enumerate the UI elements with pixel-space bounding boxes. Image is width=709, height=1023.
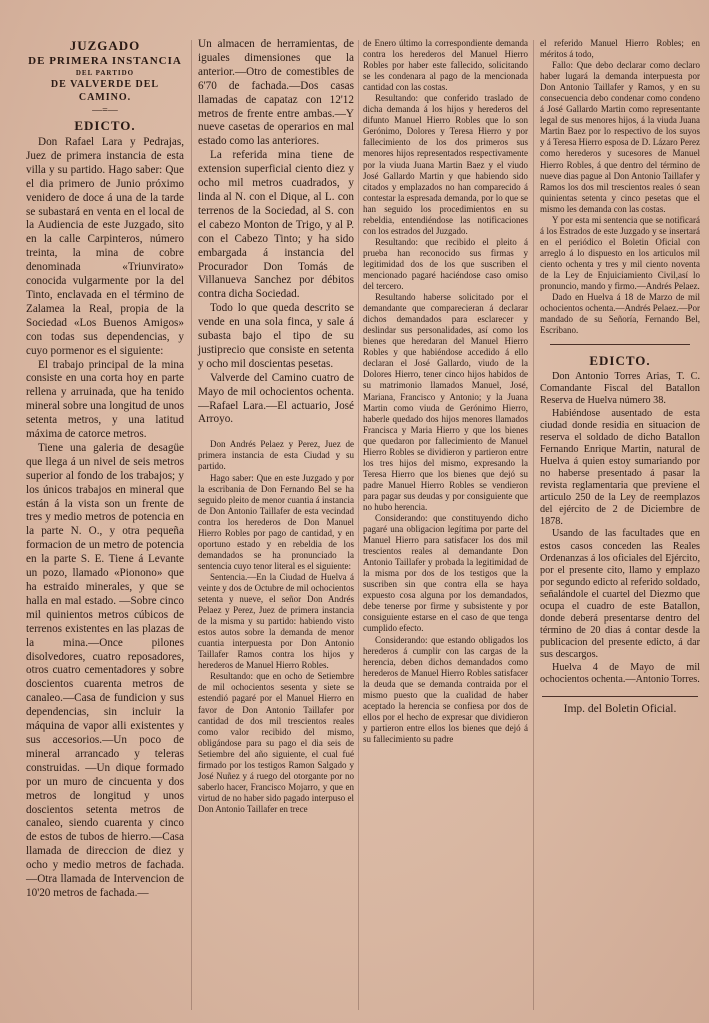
edict-paragraph: Todo lo que queda descrito se vende en una sola finca, y sale á subasta bajo el tipo de su justiprecio que consiste en setenta y ocho mil doscientas pesetas. [198,302,354,370]
column-divider [191,40,192,1010]
edict-paragraph: Un almacen de herramientas, de iguales dimensiones que la anterior.—Otro de comestibles de 6'70 de fachada.—Dos casas llamadas de capataz con 12'12 metros de frente entre ambas.—Y nueve casetas de operarios en mal estado como las anteriores. [198,38,354,148]
sentence-paragraph: Resultando: que conferido traslado de dicha demanda á los hijos y herederos del difunto Manuel Hierro Robles que lo son Gerónimo, Dolores y Teresa Hierro y por fallecimiento de los dos primeros sus menores hijos representados respectivamente por la viuda Juana Martin Baez y el viudo José Gallardo Martin y que habiendo sido citados y emplazados no han comparecido á contestar la espresada demanda, por lo que se han seguido los procedimientos en su rebeldia, entendiéndose las notificaciones con los estrados del Juzgado. [363,93,528,236]
sentence-paragraph: Sentencia.—En la Ciudad de Huelva á veinte y dos de Octubre de mil ochocientos setenta y nueve, el señor Don Andrés Pelaez y Perez, Juez de primera instancia de la misma y su partido: habiendo visto estos autos sobre la demanda de menor cuantia interpuesta por Don Antonio Taillafer Ramos contra los hijos y herederos de Manuel Hierro Robles. [198,571,354,671]
ornament-divider: —=— [92,105,118,116]
edict-signature: Valverde del Camino cuatro de Mayo de mil ochocientos ochenta.—Rafael Lara.—El actuario, José Arroyo. [198,371,354,426]
edict-paragraph: Usando de las facultades que en estos casos conceden las Reales Ordenanzas á los oficiales del Ejército, por el presente cito, llamo y emplazo por segundo edicto al referido soldado, señalándole el cuartel del Diezmo que ocupa el cuadro de este Batallon, donde deberá presentarse dentro del término de 20 dias á contar desde la publicacion del presente edicto, á dar sus descargos. [540,528,700,661]
sentence-paragraph: Fallo: Que debo declarar como declaro haber lugará la demanda interpuesta por Don Antonio Taillafer y Ramos, y en su consecuencia debo condenar como condeno á José Gallardo Martin como representante legal de sus menores hijos, á la viuda Juana Martin Baez por lo respectivo de los suyos y á Teresa Hierro esposa de D. Lázaro Perez como herederos y sucesores de Manuel Hierro Robles, á que dentro del término de nueve dias pague al Don Antonio Taillafer y Ramos los dos mil trescientos reales ó sean quinientas setenta y cinco pesetas que el mismo les demanda con las costas. [540,60,700,214]
column-3 [363,38,528,745]
column-divider [533,40,534,1010]
edict-paragraph: Don Rafael Lara y Pedrajas, Juez de primera instancia de esta villa y su partido. Hago saber: Que el dia primero de Junio próximo venidero de doce á una de la tarde se subastará en venta en el local de la Audiencia de este Juzgado, sito en la calle Carpinteros, número treinta, la mina de cobre denominada «Triunvirato» conocida vulgarmente por la del Tinto, enclavada en el término de Zalamea la Real, propia de la Sociedad «Los Buenos Amigos» con todas sus dependencias, y cuyo pormenor es el siguiente: [26,136,184,357]
column-4 [540,38,700,715]
edict-paragraph: La referida mina tiene de extension superficial ciento diez y ocho mil metros cuadrados, y linda al N. con el Dique, al L. con terrenos de la Sociedad, al S. con el cabezo Monton de Trigo, y al P. con el Cabezo Tinto; y ha sido embargada á instancia del Procurador Don Tomás de Villanueva Sanchez por débitos contra dicha Sociedad. [198,149,354,301]
sentence-paragraph: Hago saber: Que en este Juzgado y por la escribania de Don Fernando Bel se ha seguido pleito de menor cuantia á instancia de Don Antonio Taillafer de esta vecindad contra los herederos de Don Manuel Hierro Robles por pago de cantidad, y en oportuno estado y en rebeldia de los demandados se ha pronunciado la sentencia cuyo tenor literal es el siguiente: [198,472,354,571]
court-partido: DEL PARTIDO [75,69,135,77]
sentence-paragraph: Considerando: que estando obligados los herederos á cumplir con las cargas de la herencia, deben dichos demandados como herederos de Manuel Hierro Robles satisfacer la deuda que se demanda contraida por el mismo puesto que la cualidad de haber aceptado la herencia se confiesa por dos de ellos por el hecho de expresar que dividieron y partieron entre ellos los bienes que dejó á su fallecimiento su padre [363,634,528,744]
edict-paragraph: Habiéndose ausentado de esta ciudad donde residia en situacion de reserva el soldado de dicho Batallon Fernando Enrique Martin, natural de Huelva á quien estoy sumariando por no haberse presentado á pasar la revista reglamentaria que previene el articulo 250 de la Ley de reemplazos del ejército de 2 de Diciembre de 1878. [540,407,700,528]
court-town: DE VALVERDE DEL CAMINO. [50,79,160,103]
sentence-paragraph: Considerando: que constituyendo dicho pagaré una obligacion legítima por parte del Manuel Hierro para satisfacer los dos mil trescientos reales al demandante Don Antonio Taillafer y probada la legitimidad de la misma por dos de los testigos que la suscriben sin que contra ella se haya expuesto cosa alguna por los demandados, debe tenerse por firme y subsistente y por consiguiente estarse en el caso de que tenga cumplido efecto. [363,513,528,634]
edict-heading: EDICTO. [74,118,136,133]
sentence-paragraph: el referido Manuel Hierro Robles; en méritos á todo, [540,38,700,60]
footer-rule [542,696,698,697]
sentence-paragraph: Y por esta mi sentencia que se notificará á los Estrados de este Juzgado y se insertará en el periódico el Boletin Oficial con arreglo á lo dispuesto en los articulos mil ciento ochenta y tres y mil ciento noventa de la Ley de Enjuiciamiento Civil,así lo pronuncio, mando y firmo.—Andrés Pelaez. [540,214,700,292]
edict-paragraph: Don Antonio Torres Arias, T. C. Comandante Fiscal del Batallon Reserva de Huelva número 38. [540,371,700,407]
edict-paragraph: El trabajo principal de la mina consiste en una corta hoy en parte rellena y arruinada, que ha tenido mineral sobre una longitud de unos setenta metros, y una latitud máxima de catorce metros. [26,358,184,441]
sentence-paragraph: Resultando: que en ocho de Setiembre de mil ochocientos sesenta y siete se estendió pagaré por el Manuel Hierro en favor de Don Antonio Taillafer por cantidad de dos mil trescientos reales como valor recibido del mismo, obligándose para su pago el dia seis de Setiembre del año siguiente, el cual fué firmado por los testigos Ramon Salgado y José Nuñez y á ruego del otorgante por no saberlo hacer, Francisco Mojarro, y que en virtud de no haber sido pagado interpuso el Don Antonio Taillafer en trece [198,671,354,814]
sentence-paragraph: Don Andrés Pelaez y Perez, Juez de primera instancia de esta Ciudad y su partido. [198,439,354,472]
column-2 [198,38,354,815]
court-title: JUZGADO [69,38,141,53]
sentence-paragraph: de Enero último la correspondiente demanda contra los herederos del Manuel Hierro Robles por haber este fallecido, solicitando se les condenara al pago de la mencionada cantidad con las costas. [363,38,528,93]
section-rule [550,344,690,345]
edict-heading-2: EDICTO. [589,353,651,369]
edict-signature: Huelva 4 de Mayo de mil ochocientos ochenta.—Antonio Torres. [540,661,700,685]
column-1 [26,38,184,901]
printer-imprint: Imp. del Boletin Oficial. [563,702,677,715]
edict-paragraph: Tiene una galeria de desagüe que llega á un nivel de seis metros superior al fondo de los trabajos; y los únicos trabajos en mineral que están á la vista son un frente de tres y medio metros de potencia en la parte N. O., y otra pequeña formacion de un metro de potencia en la parte S. E. Tiene á Levante un pozo, llamado «Pionono» que ha estraido minerales, y que se halla en mal estado. —Sobre cinco mil quinientos metros cúbicos de terrenos existentes en las plazas de la mina.—Once pilones disolvedores, cuatro reposadores, otros cuatro cementadores y sobre doscientos cuarenta metros de canaleo.—Casa de fundicion y sus dependencias, sin incluir la máquina de vapor alli existentes y sus accesorios.—Un poco de mineral arrancado y teleras construidas. —Un dique formado por un muro de cincuenta y dos metros de longitud y unos doscientos setenta metros de canaleo, siendo cuarenta y cinco de estos de tubos de hierro.—Casa llamada de direccion de diez y ocho y medio metros de fachada.—Otra llamada de Intervencion de 10'20 metros de fachada.— [26,441,184,899]
sentence-paragraph: Resultando: que recibido el pleito á prueba han reconocido sus firmas y legitimidad dos de los que suscriben el mencionado pagaré haciéndose caso omiso del tercero. [363,236,528,292]
sentence-paragraph: Dado en Huelva á 18 de Marzo de mil ochocientos ochenta.—Andrés Pelaez.—Por mandado de su Señoría, Fernando Bel, Escribano. [540,292,700,336]
court-subtitle: DE PRIMERA INSTANCIA [28,55,182,67]
column-divider [358,40,359,1010]
sentence-paragraph: Resultando haberse solicitado por el demandante que comparecieran á declarar dichos demandados para esclarecer y deslindar sus personalidades, así como los bienes que heredaran del Manuel Hierro Robles y que habiéndose accedido á ello declaran el José Gallardo, viudo de la Dolores Hierro, tener cinco hijos habidos de su matrimonio llamados Manuel, José, Mariana, Francisco y Antonio; y la Juana Martin como viuda de Gerónimo Hierro, haberle quedado dos hijos menores llamados Francisca y Maria Hierro y que los bienes que quedaron por fallecimiento de Manuel Hierro Robles se dividieron y partieron entre los tres hijos del mismo, expresando la Teresa Hierro que los bienes que dejó su padre Manuel Hierro Robles se vendieron para pagar sus deudas y por consiguiente que no hubo herencia. [363,292,528,512]
